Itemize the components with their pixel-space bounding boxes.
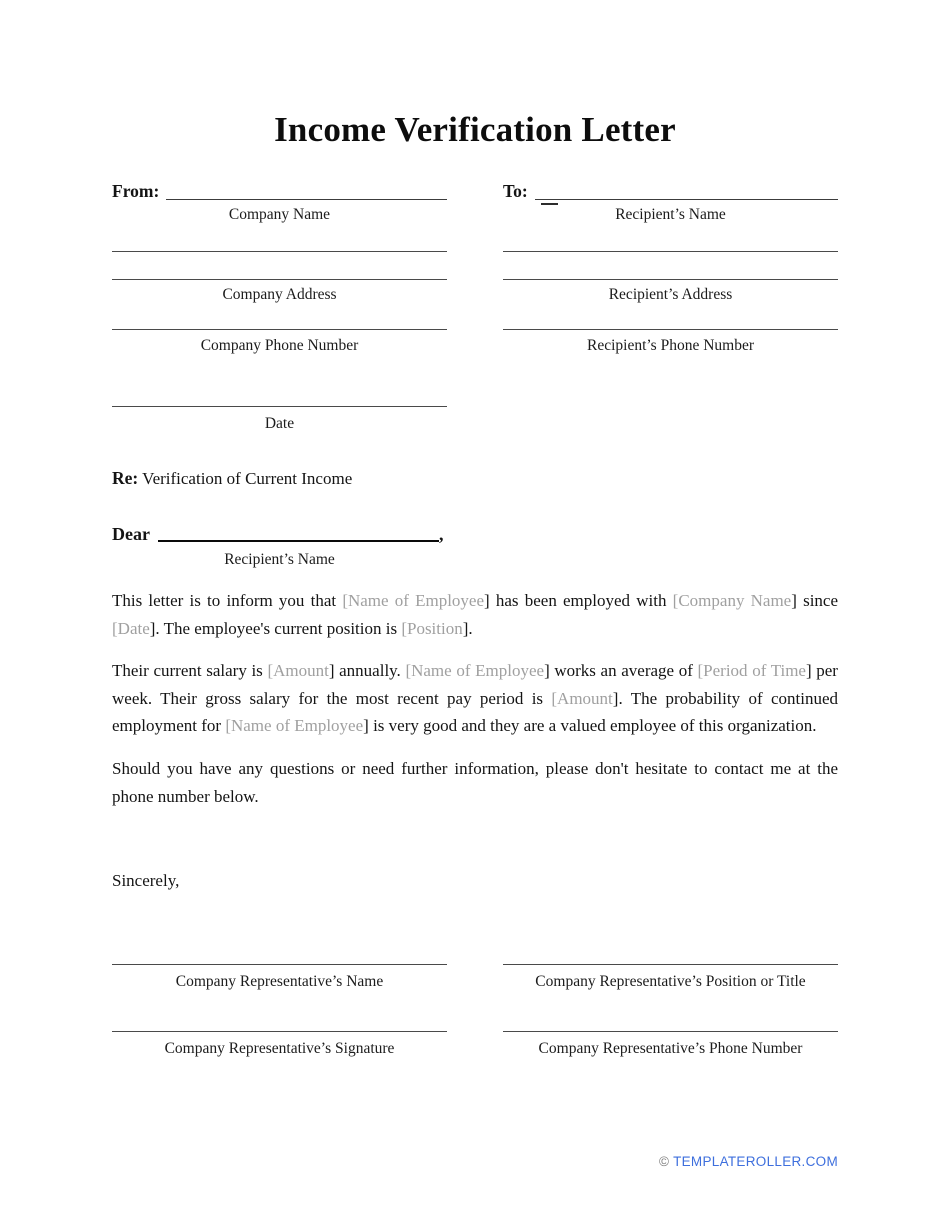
body-text: ] per week. Their gross salary for the most recent pay period is <box>112 661 838 708</box>
body-text: ] works an average of <box>544 661 698 681</box>
to-row <box>503 181 838 202</box>
body-text: ] has been employed with <box>484 591 673 610</box>
templateroller-link[interactable]: TEMPLATEROLLER.COM <box>673 1154 838 1169</box>
rep-name-line <box>112 964 447 965</box>
company-address-caption: Company Address <box>222 286 337 303</box>
to-extra-underscore <box>541 203 558 205</box>
dear-label: Dear <box>112 524 150 544</box>
dear-row <box>112 521 443 545</box>
body-text: Should you have any questions or need further information, please don't hesitate to contact me at the phone number below. <box>112 758 838 806</box>
company-phone-line <box>112 329 447 330</box>
placeholder-token: [Company Name <box>672 591 792 610</box>
rep-phone-caption: Company Representative’s Phone Number <box>538 1040 803 1057</box>
body-text: This letter is to inform you that <box>112 591 343 610</box>
placeholder-token: [Position <box>401 618 463 638</box>
dear-comma: , <box>438 524 444 544</box>
closing-text: Sincerely, <box>112 871 180 891</box>
letter-paragraphs <box>112 587 838 810</box>
placeholder-token: [Amount <box>551 688 613 708</box>
from-row <box>112 181 447 202</box>
placeholder-token: [Amount <box>267 661 329 681</box>
rep-signature-line <box>112 1031 447 1032</box>
recipient-phone-caption: Recipient’s Phone Number <box>586 337 755 354</box>
dear-recipient-caption: Recipient’s Name <box>224 551 335 568</box>
placeholder-token: [Period of Time <box>697 661 806 681</box>
re-line <box>112 468 352 489</box>
rep-name-caption: Company Representative’s Name <box>175 973 384 990</box>
body-text: ] since <box>791 591 839 610</box>
company-address-line <box>112 279 447 280</box>
dear-fill-line <box>158 540 439 542</box>
body-paragraph <box>112 657 838 740</box>
copyright-icon: © <box>659 1154 670 1169</box>
body-text: ]. The probability of continued employment for <box>112 688 838 736</box>
date-caption: Date <box>264 415 295 432</box>
rep-phone-line <box>503 1031 838 1032</box>
recipient-address-line <box>503 279 838 280</box>
body-text: ] is very good and they are a valued employee of this organization. <box>363 716 817 736</box>
from-fill-line <box>166 199 447 200</box>
body-text: ]. <box>462 618 473 638</box>
company-phone-caption: Company Phone Number <box>200 337 359 354</box>
recipient-phone-line <box>503 329 838 330</box>
company-name-caption: Company Name <box>228 206 331 223</box>
body-paragraph <box>112 755 838 810</box>
page-title: Income Verification Letter <box>274 110 676 149</box>
re-text: Verification of Current Income <box>138 469 353 488</box>
placeholder-token: [Date <box>112 618 150 638</box>
re-label: Re: <box>112 468 139 488</box>
to-fill-line <box>535 199 838 200</box>
rep-position-line <box>503 964 838 965</box>
body-text: ] annually. <box>328 661 406 681</box>
body-paragraph <box>112 587 838 642</box>
company-name-line2 <box>112 251 447 252</box>
body-text: Their current salary is <box>112 661 268 681</box>
recipient-name-caption: Recipient’s Name <box>615 206 726 223</box>
footer <box>112 1154 838 1169</box>
rep-signature-caption: Company Representative’s Signature <box>164 1040 395 1057</box>
to-label: To: <box>503 181 528 201</box>
letter-body <box>112 587 838 895</box>
placeholder-token: [Name of Employee <box>405 661 545 681</box>
from-label: From: <box>112 181 160 201</box>
placeholder-token: [Name of Employee <box>342 591 485 610</box>
recipient-address-caption: Recipient’s Address <box>608 286 733 303</box>
rep-position-caption: Company Representative’s Position or Title <box>535 973 806 990</box>
recipient-name-line2 <box>503 251 838 252</box>
body-text: ]. The employee's current position is <box>149 618 402 638</box>
placeholder-token: [Name of Employee <box>225 716 364 736</box>
date-line <box>112 406 447 407</box>
